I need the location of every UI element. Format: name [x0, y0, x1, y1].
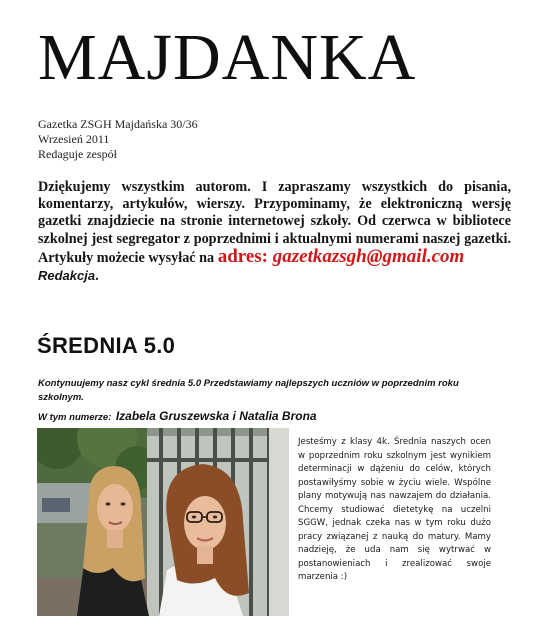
- newspaper-masthead: MAJDANKA: [38, 21, 417, 94]
- issue-info: [38, 117, 198, 162]
- email-link[interactable]: gazetkazsgh@gmail.com: [272, 245, 465, 267]
- in-issue-line: [38, 407, 317, 425]
- publisher-line: Gazetka ZSGH Majdańska 30/36: [38, 117, 198, 131]
- editorial-text: Dziękujemy wszystkim autorom. I zapraszamy wszystkich do pisania, komentarzy, artykułów, wierszy. Przypominamy, że elektroniczną wersję gazetki znajdziecie na stronie internetowej szkoły. Od czerwca w bibliotece szkolnej jest segregator z poprzednimi i aktualnymi numerami naszej gazetki. Artykuły możecie wysyłać na: [38, 179, 511, 266]
- email-line: [218, 246, 465, 267]
- students-photo: [37, 428, 289, 616]
- article-body: [298, 436, 491, 585]
- editorial-paragraph: [38, 179, 511, 267]
- signature-line: Redakcja.: [38, 268, 99, 285]
- in-issue-label: W tym numerze:: [38, 412, 112, 423]
- editorial-signature: Redakcja: [38, 268, 96, 284]
- featured-students: Izabela Gruszewska i Natalia Brona: [115, 409, 317, 423]
- section-title: ŚREDNIA 5.0: [37, 333, 176, 358]
- issue-date: Wrzesień 2011: [38, 132, 110, 146]
- article-paragraph: Jesteśmy z klasy 4k. Średnia naszych ocen w poprzednim roku szkolnym jest wynikiem determinacji w dążeniu do celów, których postawiłyśmy sobie w życiu wiele. Wspólne plany motywują nas nawzajem do działania. Chcemy studiować dietetykę na uczelni SGGW, jednak czeka nas w tym roku dużo pracy związanej z nauką do matury. Mamy nadzieję, że uda nam się wytrwać w postanowieniach i zrealizować swoje marzenia :): [298, 437, 491, 582]
- section-lead: Kontynuujemy nasz cykl średnia 5.0 Przedstawiamy najlepszych uczniów w poprzednim roku szkolnym.: [38, 378, 459, 403]
- email-prefix: adres:: [217, 245, 268, 267]
- editors-line: Redaguje zespół: [38, 147, 117, 161]
- editorial-note: [38, 179, 511, 285]
